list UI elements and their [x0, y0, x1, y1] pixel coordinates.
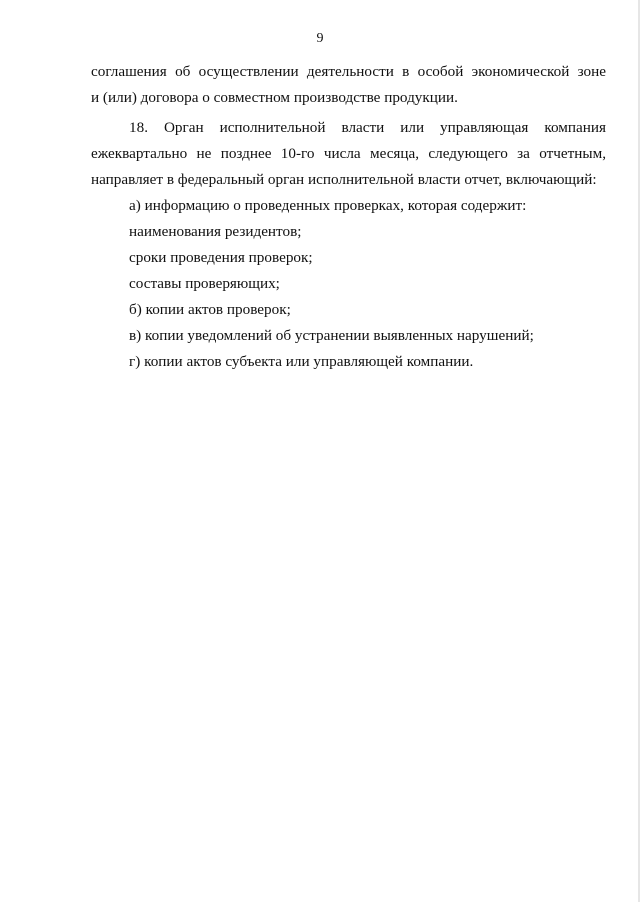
list-item: составы проверяющих;: [129, 275, 280, 292]
list-item: наименования резидентов;: [129, 223, 302, 240]
list-item: сроки проведения проверок;: [129, 249, 313, 266]
text-line: 18. Орган исполнительной власти или управляющая компания: [129, 119, 606, 136]
paragraph-18: [91, 115, 606, 193]
text-line: ежеквартально не позднее 10-го числа месяца, следующего за отчетным,: [91, 145, 606, 162]
report-contents-list: [129, 193, 599, 375]
text-line: соглашения об осуществлении деятельности в особой экономической зоне: [91, 63, 606, 80]
page-number: 9: [316, 31, 324, 46]
list-item: б) копии актов проверок;: [129, 301, 291, 318]
text-line: направляет в федеральный орган исполнительной власти отчет, включающий:: [91, 171, 597, 188]
text-line: и (или) договора о совместном производстве продукции.: [91, 89, 458, 106]
list-item: в) копии уведомлений об устранении выявленных нарушений;: [129, 327, 534, 344]
continuation-text: [91, 59, 606, 111]
list-item: а) информацию о проведенных проверках, которая содержит:: [129, 197, 527, 214]
list-item: г) копии актов субъекта или управляющей компании.: [129, 353, 474, 370]
